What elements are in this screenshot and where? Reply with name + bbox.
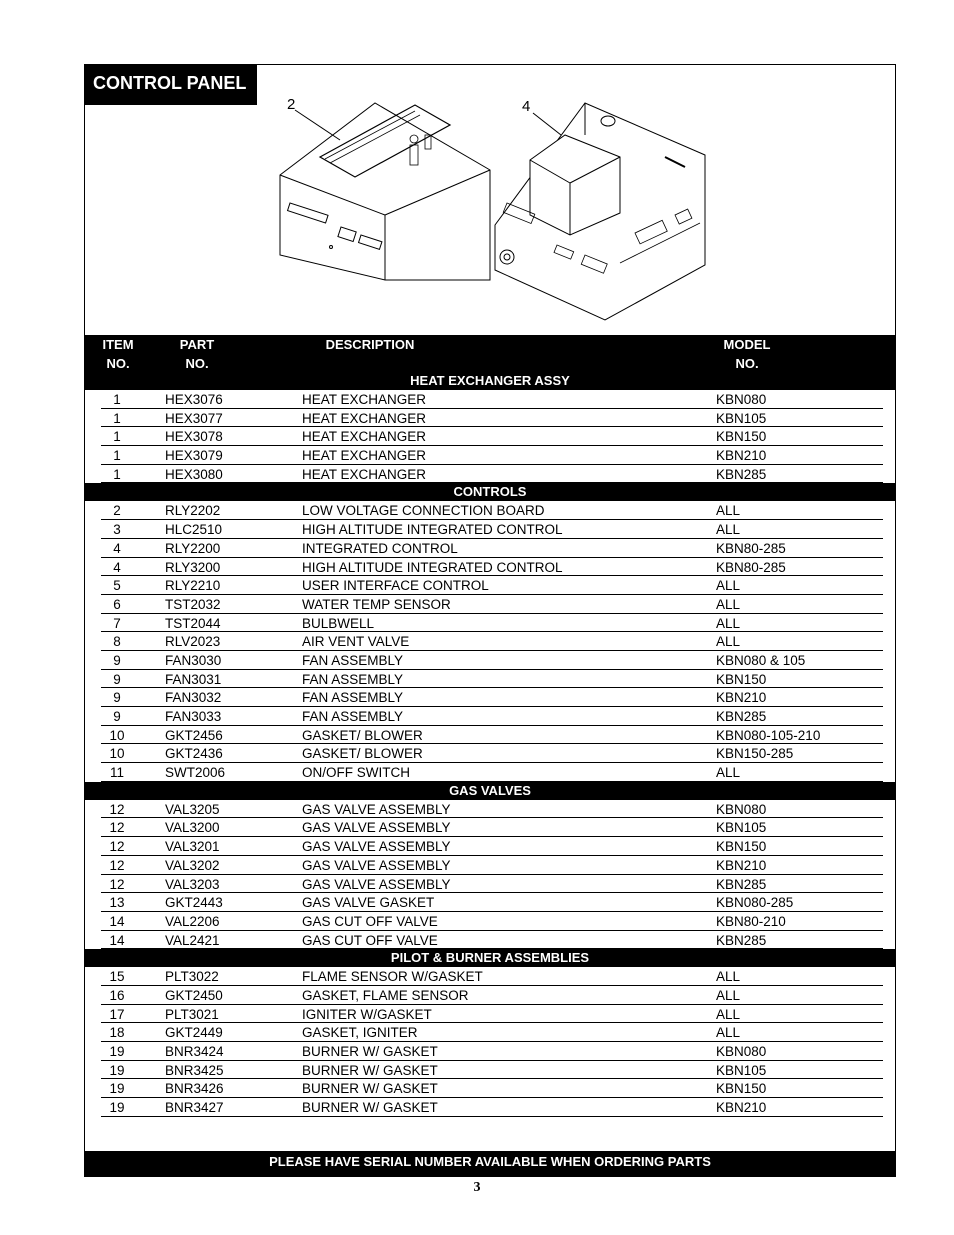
callout-2: 2 bbox=[287, 96, 296, 113]
model-number: KBN080 bbox=[716, 1044, 767, 1059]
model-number: ALL bbox=[716, 522, 741, 538]
table-row bbox=[85, 614, 895, 633]
row-underline bbox=[101, 948, 883, 949]
model-number: KBN080 bbox=[716, 801, 767, 817]
table-row bbox=[85, 501, 895, 520]
table-row bbox=[85, 520, 895, 539]
item-number: 4 bbox=[113, 559, 121, 575]
item-number: 1 bbox=[113, 466, 121, 482]
item-number: 19 bbox=[109, 1062, 125, 1078]
part-number: FAN3032 bbox=[165, 690, 222, 706]
part-description: BURNER W/ GASKET bbox=[302, 1100, 438, 1116]
footer-notice: PLEASE HAVE SERIAL NUMBER AVAILABLE WHEN ORDERING PARTS bbox=[85, 1151, 895, 1176]
model-number: ALL bbox=[716, 1025, 741, 1041]
model-number: KBN285 bbox=[716, 932, 767, 948]
item-number: 12 bbox=[109, 857, 125, 873]
model-number: ALL bbox=[716, 765, 741, 781]
table-row bbox=[85, 465, 895, 484]
model-number: KBN80-285 bbox=[716, 559, 786, 575]
item-number: 1 bbox=[113, 448, 121, 464]
table-row bbox=[85, 967, 895, 986]
model-number: KBN150 bbox=[716, 671, 767, 687]
item-number: 2 bbox=[113, 503, 121, 519]
part-description: HIGH ALTITUDE INTEGRATED CONTROL bbox=[302, 559, 563, 575]
callout-4: 4 bbox=[522, 98, 531, 115]
part-description: USER INTERFACE CONTROL bbox=[302, 578, 489, 594]
header-model-line1: MODEL bbox=[723, 337, 771, 352]
table-row bbox=[85, 558, 895, 577]
item-number: 14 bbox=[109, 913, 125, 929]
model-number: ALL bbox=[716, 503, 741, 519]
header-item-line1: ITEM bbox=[102, 337, 134, 352]
model-number: KBN105 bbox=[716, 1062, 767, 1078]
part-description: GASKET/ BLOWER bbox=[302, 746, 423, 762]
item-number: 9 bbox=[113, 690, 121, 706]
part-number: GKT2450 bbox=[165, 987, 223, 1003]
part-description: FAN ASSEMBLY bbox=[302, 690, 404, 706]
table-row bbox=[85, 409, 895, 428]
part-description: GAS CUT OFF VALVE bbox=[302, 932, 438, 948]
item-number: 1 bbox=[113, 392, 121, 407]
part-description: HEAT EXCHANGER bbox=[302, 429, 427, 445]
item-number: 12 bbox=[109, 876, 125, 892]
part-number: VAL3201 bbox=[165, 839, 220, 855]
part-description: GAS VALVE ASSEMBLY bbox=[302, 839, 451, 855]
item-number: 3 bbox=[113, 522, 121, 538]
model-number: KBN210 bbox=[716, 857, 767, 873]
row-underline bbox=[101, 781, 883, 782]
part-description: FLAME SENSOR W/GASKET bbox=[302, 969, 483, 985]
table-row bbox=[85, 632, 895, 651]
row-underline bbox=[101, 1116, 883, 1117]
part-description: AIR VENT VALVE bbox=[302, 634, 410, 650]
page-title: CONTROL PANEL bbox=[85, 65, 257, 105]
item-number: 8 bbox=[113, 634, 121, 650]
model-number: KBN105 bbox=[716, 820, 767, 836]
item-number: 12 bbox=[109, 820, 125, 836]
item-number: 19 bbox=[109, 1100, 125, 1116]
part-number: VAL2206 bbox=[165, 913, 220, 929]
model-number: KBN080-105-210 bbox=[716, 727, 821, 743]
table-row bbox=[85, 1098, 895, 1117]
item-number: 10 bbox=[109, 746, 125, 762]
part-number: BNR3426 bbox=[165, 1081, 224, 1097]
table-row bbox=[85, 837, 895, 856]
item-number: 13 bbox=[109, 895, 125, 911]
item-number: 1 bbox=[113, 429, 121, 445]
part-description: GAS VALVE ASSEMBLY bbox=[302, 876, 451, 892]
part-number: HEX3079 bbox=[165, 448, 223, 464]
part-number: TST2032 bbox=[165, 596, 221, 612]
header-part-line1: PART bbox=[179, 337, 215, 352]
item-number: 15 bbox=[109, 969, 125, 985]
part-description: HEAT EXCHANGER bbox=[302, 392, 427, 407]
part-number: HEX3078 bbox=[165, 429, 223, 445]
part-number: HEX3077 bbox=[165, 410, 223, 426]
model-number: KBN150 bbox=[716, 429, 767, 445]
model-number: ALL bbox=[716, 969, 741, 985]
parts-list-frame bbox=[84, 64, 896, 1177]
item-number: 7 bbox=[113, 615, 121, 631]
table-row bbox=[85, 986, 895, 1005]
part-number: GKT2449 bbox=[165, 1025, 223, 1041]
part-description: BURNER W/ GASKET bbox=[302, 1044, 438, 1059]
table-row bbox=[85, 875, 895, 894]
part-number: BNR3425 bbox=[165, 1062, 224, 1078]
model-number: KBN105 bbox=[716, 410, 767, 426]
table-row bbox=[85, 1061, 895, 1080]
row-underline bbox=[101, 482, 883, 483]
part-description: ON/OFF SWITCH bbox=[302, 765, 410, 781]
table-row bbox=[85, 688, 895, 707]
model-number: KBN080 bbox=[716, 392, 767, 407]
part-number: VAL3205 bbox=[165, 801, 220, 817]
table-row bbox=[85, 670, 895, 689]
model-number: KBN210 bbox=[716, 690, 767, 706]
part-number: VAL3203 bbox=[165, 876, 220, 892]
model-number: KBN285 bbox=[716, 466, 767, 482]
table-row bbox=[85, 576, 895, 595]
model-number: KBN150-285 bbox=[716, 746, 794, 762]
model-number: ALL bbox=[716, 987, 741, 1003]
item-number: 4 bbox=[113, 540, 121, 556]
item-number: 19 bbox=[109, 1081, 125, 1097]
table-row bbox=[85, 1079, 895, 1098]
table-row bbox=[85, 893, 895, 912]
part-number: RLY2202 bbox=[165, 503, 221, 519]
table-row bbox=[85, 1023, 895, 1042]
part-number: HEX3076 bbox=[165, 392, 223, 407]
item-number: 14 bbox=[109, 932, 125, 948]
part-number: RLY2200 bbox=[165, 540, 221, 556]
table-row bbox=[85, 856, 895, 875]
model-number: ALL bbox=[716, 1006, 741, 1022]
table-row bbox=[85, 539, 895, 558]
part-description: WATER TEMP SENSOR bbox=[302, 596, 451, 612]
header-part-line2: NO. bbox=[185, 356, 209, 371]
part-description: HIGH ALTITUDE INTEGRATED CONTROL bbox=[302, 522, 563, 538]
part-number: HLC2510 bbox=[165, 522, 223, 538]
part-description: IGNITER W/GASKET bbox=[302, 1006, 432, 1022]
item-number: 9 bbox=[113, 709, 121, 724]
part-description: BURNER W/ GASKET bbox=[302, 1081, 438, 1097]
model-number: KBN150 bbox=[716, 839, 767, 855]
model-number: KBN080-285 bbox=[716, 895, 794, 911]
part-number: BNR3427 bbox=[165, 1100, 224, 1116]
part-description: HEAT EXCHANGER bbox=[302, 466, 427, 482]
model-number: KBN080 & 105 bbox=[716, 652, 806, 668]
table-row bbox=[85, 651, 895, 670]
header-item-line2: NO. bbox=[106, 356, 130, 371]
item-number: 16 bbox=[109, 987, 125, 1003]
item-number: 1 bbox=[113, 410, 121, 426]
part-number: FAN3030 bbox=[165, 652, 222, 668]
model-number: KBN285 bbox=[716, 709, 767, 724]
model-number: ALL bbox=[716, 578, 741, 594]
item-number: 17 bbox=[109, 1006, 125, 1022]
table-row bbox=[85, 800, 895, 819]
part-number: GKT2436 bbox=[165, 746, 223, 762]
part-description: GASKET/ BLOWER bbox=[302, 727, 423, 743]
part-description: GAS CUT OFF VALVE bbox=[302, 913, 438, 929]
part-description: GAS VALVE ASSEMBLY bbox=[302, 820, 451, 836]
table-row bbox=[85, 744, 895, 763]
table-row bbox=[85, 595, 895, 614]
section-header: PILOT & BURNER ASSEMBLIES bbox=[85, 949, 895, 967]
item-number: 12 bbox=[109, 839, 125, 855]
part-number: GKT2456 bbox=[165, 727, 223, 743]
item-number: 5 bbox=[113, 578, 121, 594]
item-number: 6 bbox=[113, 596, 121, 612]
part-number: TST2044 bbox=[165, 615, 221, 631]
part-number: RLY3200 bbox=[165, 559, 221, 575]
part-number: FAN3033 bbox=[165, 709, 222, 724]
part-description: GASKET, IGNITER bbox=[302, 1025, 418, 1041]
part-description: FAN ASSEMBLY bbox=[302, 652, 404, 668]
table-row bbox=[85, 912, 895, 931]
part-description: INTEGRATED CONTROL bbox=[302, 540, 458, 556]
part-number: VAL3200 bbox=[165, 820, 220, 836]
part-description: GAS VALVE GASKET bbox=[302, 895, 435, 911]
table-row bbox=[85, 763, 895, 782]
model-number: ALL bbox=[716, 596, 741, 612]
model-number: KBN285 bbox=[716, 876, 767, 892]
table-row bbox=[85, 1042, 895, 1061]
item-number: 12 bbox=[109, 801, 125, 817]
part-number: PLT3021 bbox=[165, 1006, 219, 1022]
item-number: 9 bbox=[113, 652, 121, 668]
part-number: VAL2421 bbox=[165, 932, 220, 948]
part-number: RLV2023 bbox=[165, 634, 221, 650]
model-number: KBN80-285 bbox=[716, 540, 786, 556]
model-number: KBN210 bbox=[716, 448, 767, 464]
model-number: ALL bbox=[716, 615, 741, 631]
model-number: ALL bbox=[716, 634, 741, 650]
table-row bbox=[85, 707, 895, 726]
section-header: HEAT EXCHANGER ASSY bbox=[85, 372, 895, 390]
part-number: GKT2443 bbox=[165, 895, 223, 911]
part-description: GASKET, FLAME SENSOR bbox=[302, 987, 469, 1003]
item-number: 19 bbox=[109, 1044, 125, 1059]
model-number: KBN150 bbox=[716, 1081, 767, 1097]
item-number: 9 bbox=[113, 671, 121, 687]
table-row bbox=[85, 726, 895, 745]
part-number: FAN3031 bbox=[165, 671, 222, 687]
part-description: FAN ASSEMBLY bbox=[302, 709, 404, 724]
table-header bbox=[85, 335, 895, 372]
section-header: CONTROLS bbox=[85, 483, 895, 501]
part-number: RLY2210 bbox=[165, 578, 221, 594]
part-number: VAL3202 bbox=[165, 857, 220, 873]
part-number: BNR3424 bbox=[165, 1044, 224, 1059]
table-row bbox=[85, 390, 895, 409]
header-description: DESCRIPTION bbox=[325, 337, 415, 352]
part-description: LOW VOLTAGE CONNECTION BOARD bbox=[302, 503, 545, 519]
part-description: HEAT EXCHANGER bbox=[302, 410, 427, 426]
part-number: HEX3080 bbox=[165, 466, 223, 482]
part-description: HEAT EXCHANGER bbox=[302, 448, 427, 464]
item-number: 18 bbox=[109, 1025, 125, 1041]
page-number: 3 bbox=[473, 1180, 481, 1195]
part-number: PLT3022 bbox=[165, 969, 219, 985]
table-row bbox=[85, 427, 895, 446]
control-panel-illustration bbox=[275, 95, 745, 335]
part-number: SWT2006 bbox=[165, 765, 226, 781]
table-row bbox=[85, 1005, 895, 1024]
table-row bbox=[85, 818, 895, 837]
model-number: KBN210 bbox=[716, 1100, 767, 1116]
part-description: FAN ASSEMBLY bbox=[302, 671, 404, 687]
section-header: GAS VALVES bbox=[85, 782, 895, 800]
table-row bbox=[85, 446, 895, 465]
part-description: GAS VALVE ASSEMBLY bbox=[302, 801, 451, 817]
parts-table-body bbox=[85, 372, 895, 1117]
item-number: 10 bbox=[109, 727, 125, 743]
part-description: BULBWELL bbox=[302, 615, 375, 631]
part-description: GAS VALVE ASSEMBLY bbox=[302, 857, 451, 873]
item-number: 11 bbox=[109, 765, 124, 781]
part-description: BURNER W/ GASKET bbox=[302, 1062, 438, 1078]
model-number: KBN80-210 bbox=[716, 913, 786, 929]
header-model-line2: NO. bbox=[735, 356, 759, 371]
table-row bbox=[85, 931, 895, 950]
